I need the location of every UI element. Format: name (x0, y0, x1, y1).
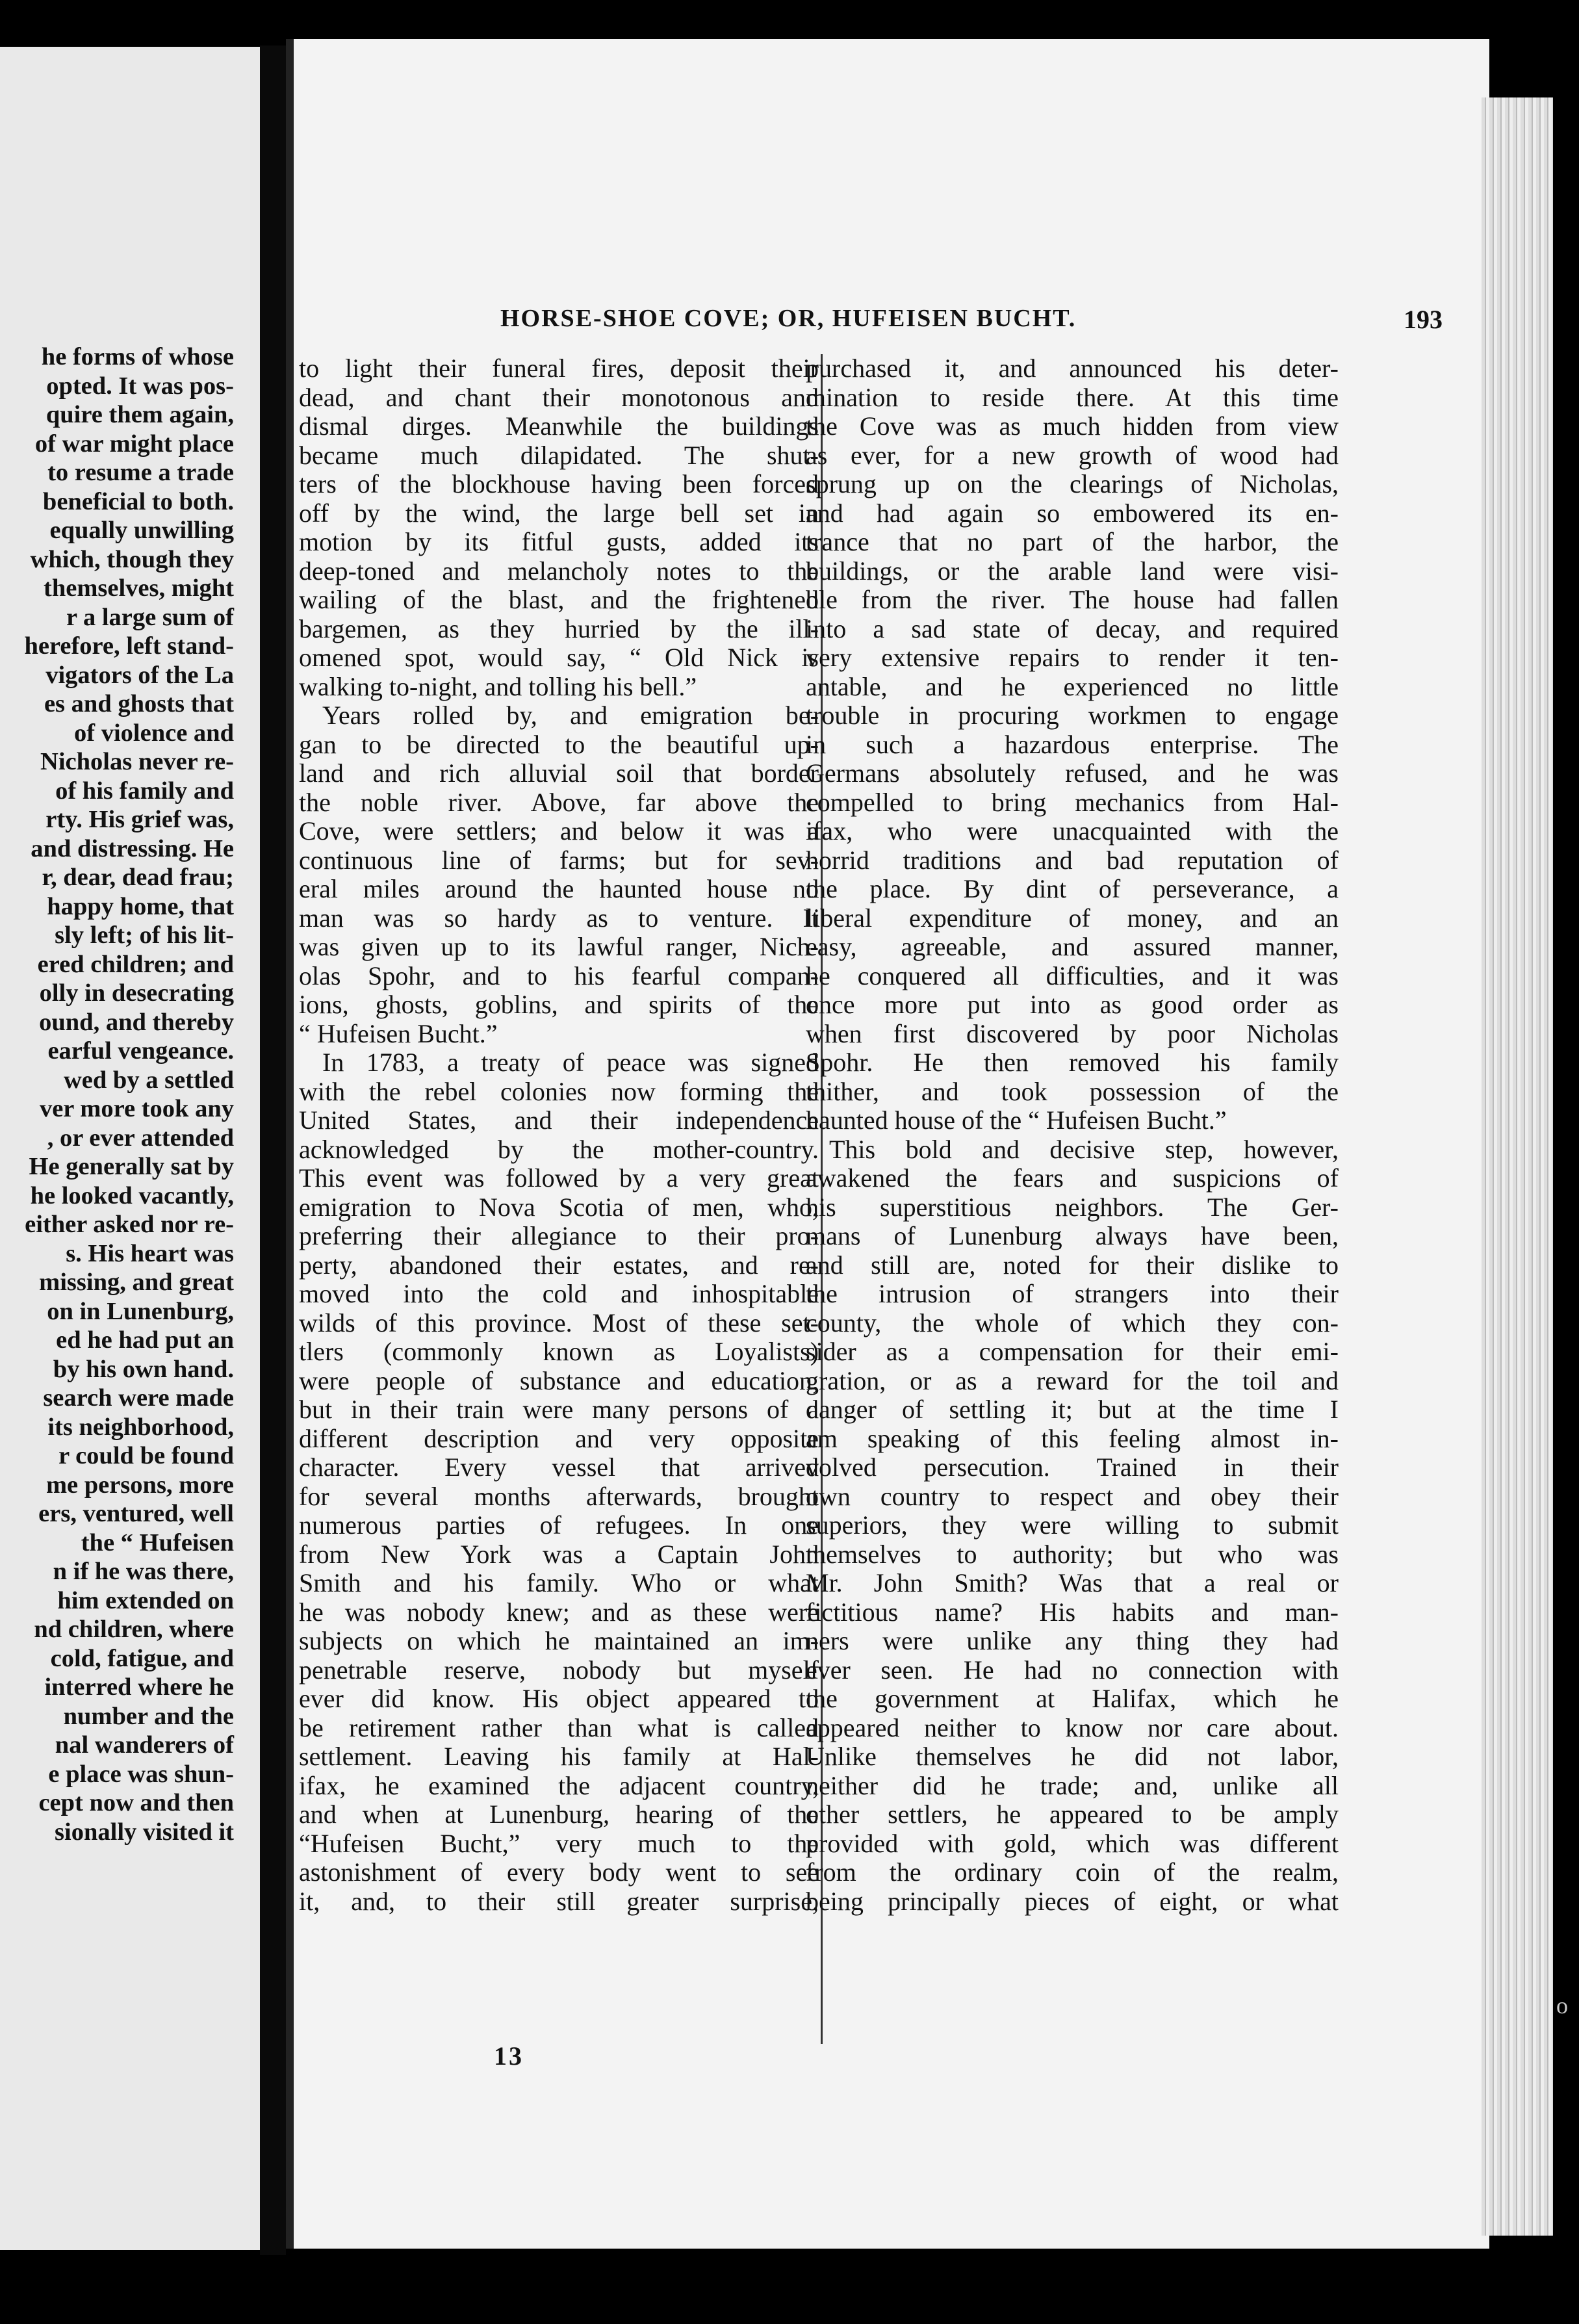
text-line: Germans absolutely refused, and he was (806, 759, 1339, 788)
text-line: from the ordinary coin of the realm, (806, 1858, 1339, 1887)
text-line: This event was followed by a very great (299, 1164, 819, 1193)
text-line: once more put into as good order as (806, 990, 1339, 1019)
facing-page-line: , or ever attended (47, 1124, 234, 1152)
facing-page-line: of his family and (55, 777, 234, 805)
facing-page-line: r, dear, dead frau; (42, 864, 234, 891)
text-line: ters of the blockhouse having been forced (299, 470, 819, 498)
facing-page-line: of violence and (74, 719, 234, 747)
text-line: man was so hardy as to venture. It (299, 903, 819, 933)
text-line: mination to reside there. At this time (806, 383, 1339, 412)
text-line: dead, and chant their monotonous and (299, 383, 819, 412)
text-line: different description and very opposite (299, 1424, 819, 1453)
facing-page-line: opted. It was pos- (46, 372, 234, 400)
text-line: preferring their allegiance to their pro- (299, 1222, 819, 1250)
facing-page-line: rty. His grief was, (45, 806, 234, 833)
signature-mark: 13 (494, 2041, 524, 2071)
text-line: “Hufeisen Bucht,” very much to the (299, 1829, 819, 1858)
facing-page-line: sionally visited it (55, 1818, 234, 1846)
text-line: emigration to Nova Scotia of men, who, (299, 1193, 819, 1222)
text-line: the place. By dint of perseverance, a (806, 875, 1339, 903)
facing-page-line: happy home, that (47, 892, 234, 920)
text-line: trance that no part of the harbor, the (806, 528, 1339, 556)
text-line: and still are, noted for their dislike to (806, 1250, 1339, 1280)
text-line: land and rich alluvial soil that border (299, 759, 819, 788)
text-line: the Cove was as much hidden from view (806, 412, 1339, 441)
text-line: bargemen, as they hurried by the ill- (299, 614, 819, 643)
text-line: he was nobody knew; and as these were (299, 1597, 819, 1627)
text-line: Unlike themselves he did not labor, (806, 1742, 1339, 1771)
facing-page-line: which, though they (30, 545, 234, 573)
text-line: county, the whole of which they con- (806, 1308, 1339, 1337)
facing-page-line: vigators of the La (45, 661, 234, 689)
facing-page-line: cold, fatigue, and (50, 1644, 234, 1672)
facing-page-line: herefore, left stand- (24, 632, 234, 660)
text-line: ever seen. He had no connection with (806, 1655, 1339, 1685)
text-line: be retirement rather than what is called (299, 1713, 819, 1742)
facing-page-line: equally unwilling (49, 517, 234, 544)
text-line: Mr. John Smith? Was that a real or (806, 1569, 1339, 1597)
text-line: for several months afterwards, brought (299, 1482, 819, 1511)
facing-page-line: ered children; and (37, 950, 234, 978)
facing-page-line: number and the (63, 1702, 234, 1730)
facing-page-line: olly in desecrating (39, 979, 234, 1007)
text-line: ifax, who were unacquainted with the (806, 817, 1339, 846)
text-line: Spohr. He then removed his family (806, 1048, 1339, 1077)
facing-page-line: of war might place (34, 430, 234, 458)
text-line: moved into the cold and inhospitable (299, 1280, 819, 1308)
facing-page-line: themselves, might (44, 575, 234, 602)
text-line: horrid traditions and bad reputation of (806, 846, 1339, 875)
text-line: themselves to authority; but who was (806, 1540, 1339, 1569)
facing-page-line: es and ghosts that (44, 690, 234, 717)
facing-page-line: r could be found (58, 1442, 234, 1469)
text-line: omened spot, would say, “ Old Nick is (299, 643, 819, 672)
text-line: ifax, he examined the adjacent country, (299, 1771, 819, 1800)
text-line: character. Every vessel that arrived (299, 1453, 819, 1482)
text-line: This bold and decisive step, however, (829, 1135, 1339, 1164)
text-line: own country to respect and obey their (806, 1482, 1339, 1511)
text-line: walking to-night, and tolling his bell.” (299, 672, 697, 701)
text-line: was given up to its lawful ranger, Nich- (299, 933, 819, 961)
text-line: thither, and took possession of the (806, 1077, 1339, 1106)
text-line: danger of settling it; but at the time I (806, 1395, 1339, 1424)
facing-page-line: Nicholas never re- (40, 748, 234, 775)
text-line: subjects on which he maintained an im- (299, 1627, 819, 1655)
text-line: and had again so embowered its en- (806, 498, 1339, 528)
text-line: but in their train were many persons of a (299, 1395, 819, 1424)
text-line: gration, or as a reward for the toil and (806, 1366, 1339, 1395)
text-line: were people of substance and education, (299, 1366, 819, 1395)
text-line: “ Hufeisen Bucht.” (299, 1019, 498, 1048)
text-line: into a sad state of decay, and required (806, 614, 1339, 643)
running-head-title: HORSE-SHOE COVE; OR, HUFEISEN BUCHT. (500, 305, 1077, 332)
facing-page-line: beneficial to both. (42, 487, 234, 515)
text-line: being principally pieces of eight, or what (806, 1887, 1339, 1916)
text-line: easy, agreeable, and assured manner, (806, 933, 1339, 961)
text-line: trouble in procuring workmen to engage (806, 701, 1339, 730)
text-line: In 1783, a treaty of peace was signed (322, 1048, 819, 1077)
text-line: in such a hazardous enterprise. The (806, 730, 1339, 759)
facing-page-line: He generally sat by (29, 1153, 234, 1180)
facing-page-line: wed by a settled (64, 1066, 234, 1094)
text-line: perty, abandoned their estates, and re- (299, 1250, 819, 1280)
text-line: numerous parties of refugees. In one (299, 1511, 819, 1540)
text-line: to light their funeral fires, deposit their (299, 354, 819, 383)
facing-page-line: e place was shun- (48, 1760, 234, 1788)
facing-page-line: sly left; of his lit- (55, 922, 234, 949)
text-line: ever did know. His object appeared to (299, 1685, 819, 1713)
text-line: sider as a compensation for their emi- (806, 1337, 1339, 1366)
facing-page-line: him extended on (57, 1586, 234, 1614)
text-line: when first discovered by poor Nicholas (806, 1019, 1339, 1048)
text-line: dismal dirges. Meanwhile the buildings (299, 412, 819, 441)
text-line: from New York was a Captain John (299, 1540, 819, 1569)
text-line: gan to be directed to the beautiful up- (299, 730, 819, 759)
book-gutter (260, 45, 286, 2255)
text-line: ions, ghosts, goblins, and spirits of the (299, 990, 819, 1019)
facing-page-line: by his own hand. (53, 1355, 234, 1383)
facing-page-line: he forms of whose (41, 343, 234, 370)
text-line: as ever, for a new growth of wood had (806, 441, 1339, 470)
page-stack-edge (1482, 97, 1553, 2236)
text-line: continuous line of farms; but for sev- (299, 846, 819, 875)
text-line: astonishment of every body went to see (299, 1858, 819, 1887)
text-line: very extensive repairs to render it ten- (806, 643, 1339, 672)
text-line: the intrusion of strangers into their (806, 1280, 1339, 1308)
facing-page-line: n if he was there, (53, 1558, 234, 1585)
text-line: Years rolled by, and emigration be- (322, 701, 819, 730)
text-line: provided with gold, which was different (806, 1829, 1339, 1858)
text-line: haunted house of the “ Hufeisen Bucht.” (806, 1106, 1227, 1135)
text-line: off by the wind, the large bell set in (299, 498, 819, 528)
text-line: olas Spohr, and to his fearful compan- (299, 961, 819, 990)
text-line: buildings, or the arable land were visi- (806, 556, 1339, 586)
facing-page-line: ers, ventured, well (38, 1500, 234, 1527)
edge-mark: o (1556, 1993, 1568, 2019)
text-line: other settlers, he appeared to be amply (806, 1800, 1339, 1829)
text-line: wailing of the blast, and the frightened (299, 586, 819, 614)
facing-page-line: he looked vacantly, (30, 1181, 234, 1209)
text-line: liberal expenditure of money, and an (806, 903, 1339, 933)
facing-page-line: missing, and great (39, 1269, 234, 1296)
text-line: his superstitious neighbors. The Ger- (806, 1193, 1339, 1222)
facing-page-line: interred where he (44, 1673, 234, 1701)
facing-page-text (0, 342, 260, 1846)
text-line: the noble river. Above, far above the (299, 788, 819, 817)
text-line: eral miles around the haunted house no (299, 875, 819, 903)
text-line: Smith and his family. Who or what (299, 1569, 819, 1597)
facing-page-line: s. His heart was (66, 1239, 234, 1267)
text-line: compelled to bring mechanics from Hal- (806, 788, 1339, 817)
facing-page-line: me persons, more (45, 1471, 234, 1499)
facing-page-line: either asked nor re- (25, 1211, 234, 1238)
text-line: superiors, they were willing to submit (806, 1511, 1339, 1540)
facing-page-line: quire them again, (45, 401, 234, 428)
text-line: the government at Halifax, which he (806, 1685, 1339, 1713)
text-line: it, and, to their still greater surprise, (299, 1887, 819, 1916)
page-number: 193 (1404, 305, 1443, 334)
text-line: tlers (commonly known as Loyalists) (299, 1337, 819, 1366)
text-line: he conquered all difficulties, and it was (806, 961, 1339, 990)
facing-page-line: nal wanderers of (55, 1731, 234, 1759)
text-column-2 (806, 354, 1339, 1916)
facing-page-line: earful vengeance. (47, 1037, 234, 1065)
text-line: became much dilapidated. The shut- (299, 441, 819, 470)
text-line: and when at Lunenburg, hearing of the (299, 1800, 819, 1829)
text-line: motion by its fitful gusts, added its (299, 528, 819, 556)
text-line: deep-toned and melancholy notes to the (299, 556, 819, 586)
text-line: fictitious name? His habits and man- (806, 1597, 1339, 1627)
text-line: Cove, were settlers; and below it was a (299, 817, 819, 846)
text-line: sprung up on the clearings of Nicholas, (806, 470, 1339, 498)
facing-page-line: ver more took any (39, 1095, 234, 1122)
text-line: mans of Lunenburg always have been, (806, 1222, 1339, 1250)
text-line: settlement. Leaving his family at Hal- (299, 1742, 819, 1771)
text-line: purchased it, and announced his deter- (806, 354, 1339, 383)
text-line: wilds of this province. Most of these set- (299, 1308, 819, 1337)
facing-page-line: its neighborhood, (47, 1413, 234, 1441)
facing-page-line: cept now and then (38, 1789, 234, 1816)
text-line: with the rebel colonies now forming the (299, 1077, 819, 1106)
facing-page-line: search were made (43, 1384, 234, 1412)
text-line: ble from the river. The house had fallen (806, 586, 1339, 614)
facing-page-fragment (0, 47, 260, 2250)
facing-page-line: on in Lunenburg, (47, 1297, 234, 1325)
facing-page-line: nd children, where (34, 1616, 234, 1643)
text-line: antable, and he experienced no little (806, 672, 1339, 701)
facing-page-line: and distressing. He (31, 834, 234, 862)
facing-page-line: ed he had put an (56, 1326, 234, 1354)
text-line: ners were unlike any thing they had (806, 1627, 1339, 1655)
text-line: acknowledged by the mother-country. (299, 1135, 819, 1164)
text-line: penetrable reserve, nobody but myself (299, 1655, 819, 1685)
text-line: am speaking of this feeling almost in- (806, 1424, 1339, 1453)
facing-page-line: ound, and thereby (39, 1008, 234, 1036)
text-column-1 (299, 354, 819, 1916)
text-line: awakened the fears and suspicions of (806, 1164, 1339, 1193)
text-line: United States, and their independence (299, 1106, 819, 1135)
facing-page-line: the “ Hufeisen (81, 1529, 234, 1556)
facing-page-line: to resume a trade (47, 459, 234, 486)
text-line: volved persecution. Trained in their (806, 1453, 1339, 1482)
running-head (500, 304, 1443, 343)
text-line: neither did he trade; and, unlike all (806, 1771, 1339, 1800)
facing-page-line: r a large sum of (66, 603, 234, 631)
text-line: appeared neither to know nor care about. (806, 1713, 1339, 1742)
